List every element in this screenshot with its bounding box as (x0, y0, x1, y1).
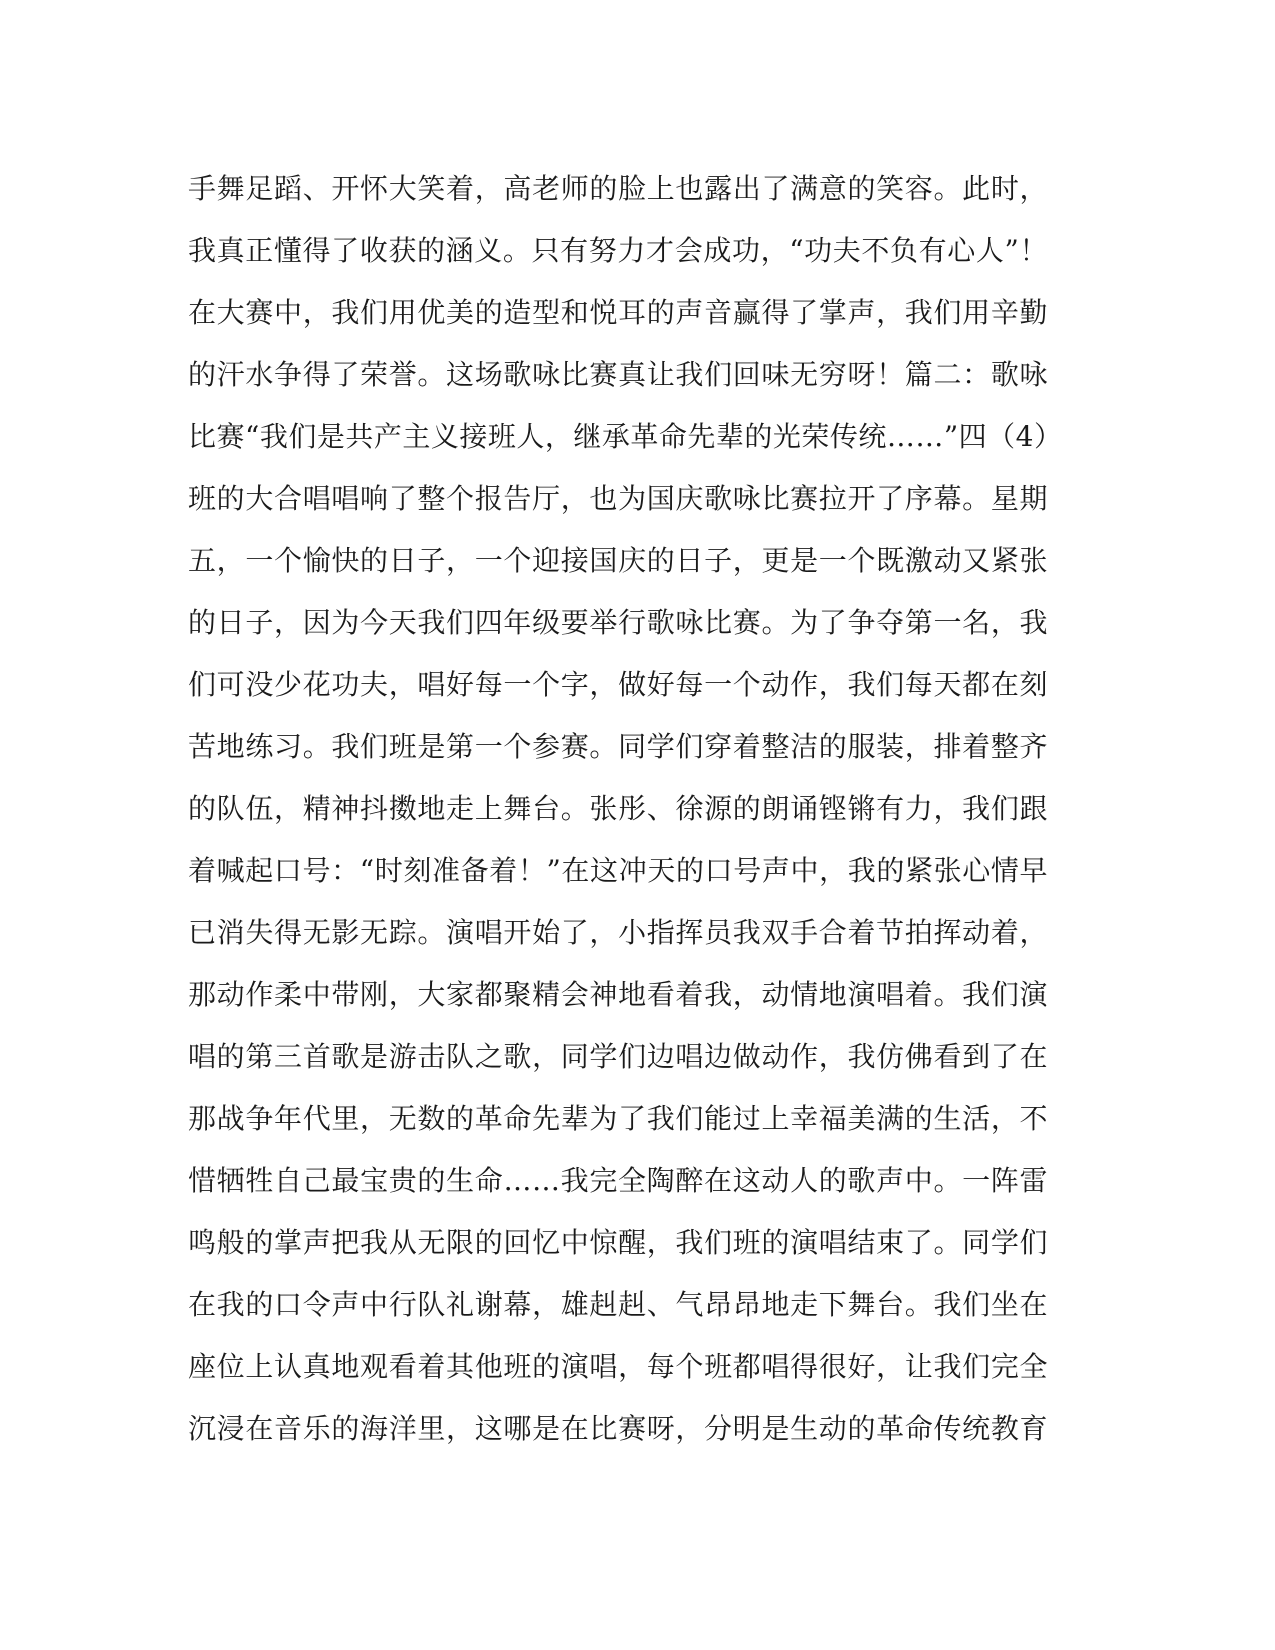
text-line-9: 们可没少花功夫，唱好每一个字，做好每一个动作，我们每天都在刻 (188, 668, 1048, 701)
text-line-4: 的汗水争得了荣誉。这场歌咏比赛真让我们回味无穷呀！篇二：歌咏 (188, 358, 1048, 391)
text-line-20: 座位上认真地观看着其他班的演唱，每个班都唱得很好，让我们完全 (188, 1350, 1048, 1383)
text-line-16: 那战争年代里，无数的革命先辈为了我们能过上幸福美满的生活，不 (188, 1102, 1048, 1135)
text-line-8: 的日子，因为今天我们四年级要举行歌咏比赛。为了争夺第一名，我 (188, 606, 1048, 639)
text-line-2: 我真正懂得了收获的涵义。只有努力才会成功，“功夫不负有心人”！ (188, 234, 1048, 267)
text-line-15: 唱的第三首歌是游击队之歌，同学们边唱边做动作，我仿佛看到了在 (188, 1040, 1048, 1073)
text-line-12: 着喊起口号：“时刻准备着！”在这冲天的口号声中，我的紧张心情早 (188, 854, 1048, 887)
text-line-7: 五，一个愉快的日子，一个迎接国庆的日子，更是一个既激动又紧张 (188, 544, 1048, 577)
text-line-6: 班的大合唱唱响了整个报告厅，也为国庆歌咏比赛拉开了序幕。星期 (188, 482, 1048, 515)
text-line-11: 的队伍，精神抖擞地走上舞台。张彤、徐源的朗诵铿锵有力，我们跟 (188, 792, 1048, 825)
text-line-19: 在我的口令声中行队礼谢幕，雄赳赳、气昂昂地走下舞台。我们坐在 (188, 1288, 1048, 1321)
text-line-10: 苦地练习。我们班是第一个参赛。同学们穿着整洁的服装，排着整齐 (188, 730, 1048, 763)
text-line-5: 比赛“我们是共产主义接班人，继承革命先辈的光荣传统……”四（4） (188, 420, 1063, 453)
text-line-1: 手舞足蹈、开怀大笑着，高老师的脸上也露出了满意的笑容。此时， (188, 172, 1048, 205)
text-line-3: 在大赛中，我们用优美的造型和悦耳的声音赢得了掌声，我们用辛勤 (188, 296, 1048, 329)
text-line-21: 沉浸在音乐的海洋里，这哪是在比赛呀，分明是生动的革命传统教育 (188, 1412, 1048, 1445)
body-text (188, 158, 1063, 1460)
text-line-13: 已消失得无影无踪。演唱开始了，小指挥员我双手合着节拍挥动着， (188, 916, 1048, 949)
text-line-17: 惜牺牲自己最宝贵的生命……我完全陶醉在这动人的歌声中。一阵雷 (188, 1164, 1048, 1197)
text-line-18: 鸣般的掌声把我从无限的回忆中惊醒，我们班的演唱结束了。同学们 (188, 1226, 1048, 1259)
text-line-14: 那动作柔中带刚，大家都聚精会神地看着我，动情地演唱着。我们演 (188, 978, 1048, 1011)
